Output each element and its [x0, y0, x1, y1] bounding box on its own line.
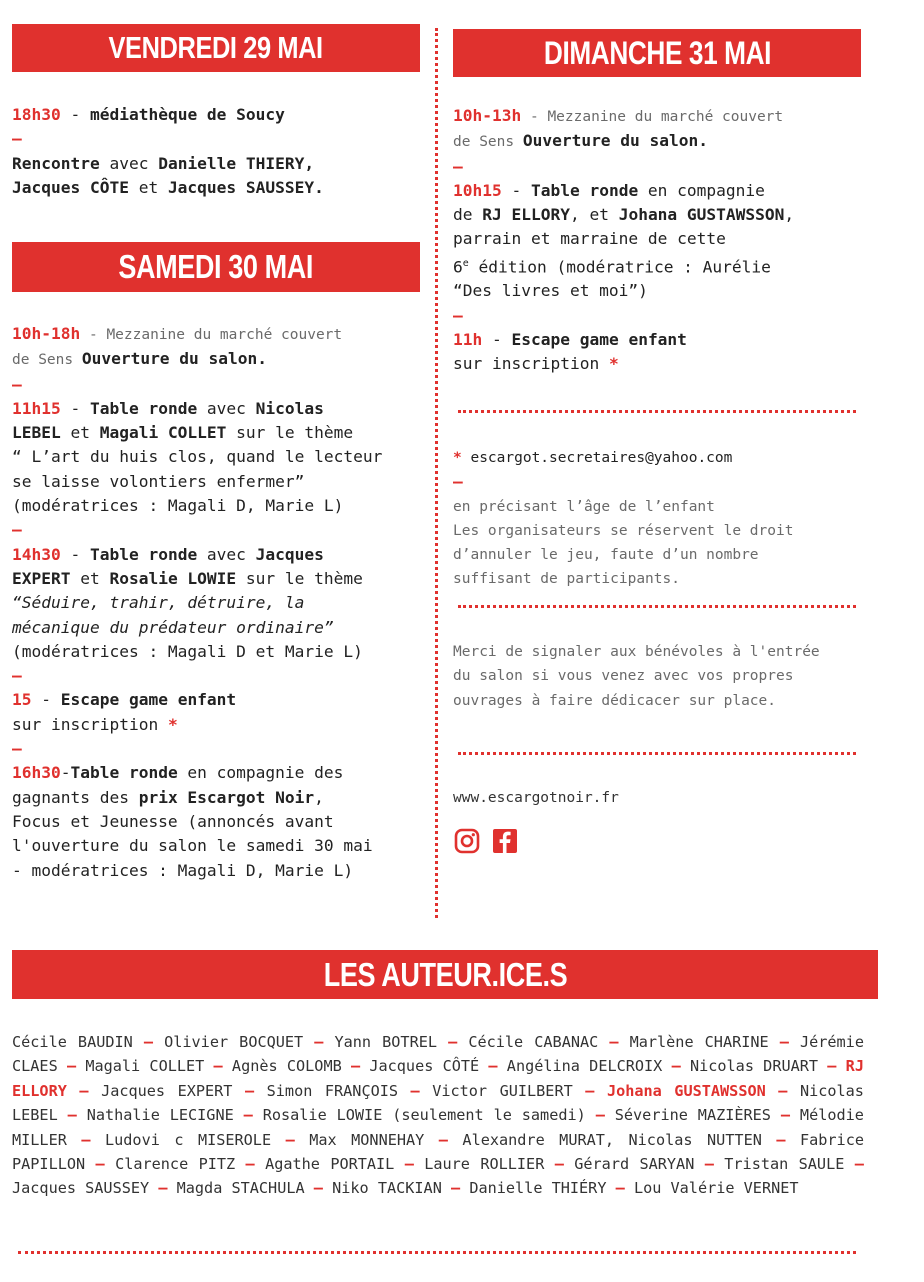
author-name: RJ ELLORY	[12, 1057, 864, 1100]
author-separator: –	[609, 1033, 619, 1051]
author-name: Séverine MAZIÈRES	[614, 1106, 771, 1125]
authors-banner	[12, 950, 878, 999]
author-name: Gérard SARYAN	[574, 1155, 695, 1174]
saturday-title: SAMEDI 30 MAI	[118, 248, 314, 285]
author-separator: –	[438, 1130, 448, 1149]
author-name: Marlène CHARINE	[629, 1033, 769, 1051]
website-link[interactable]: www.escargotnoir.fr	[453, 790, 619, 806]
dash-divider: –	[453, 156, 463, 176]
author-name: Jacques CÔTÉ	[369, 1057, 480, 1076]
author-name: Johana GUSTAWSSON	[606, 1081, 766, 1100]
author-name: Cécile BAUDIN	[12, 1033, 133, 1051]
author-separator: –	[143, 1033, 154, 1051]
saturday-event-1115: 11h15 - Table ronde avec Nicolas	[12, 398, 324, 418]
author-separator: –	[451, 1179, 461, 1198]
author-separator: –	[779, 1033, 789, 1051]
friday-line-2: Jacques CÔTE et Jacques SAUSSEY.	[12, 177, 324, 197]
author-separator: –	[245, 1155, 255, 1174]
author-separator: –	[780, 1106, 791, 1125]
saturday-event-1630: 16h30-Table ronde en compagnie des	[12, 763, 344, 783]
author-name: Clarence PITZ	[115, 1155, 236, 1174]
saturday-event-opening: 10h-18h - Mezzanine du marché couvert	[12, 324, 343, 343]
author-name: Nathalie LECIGNE	[86, 1106, 234, 1125]
dotted-separator	[458, 752, 856, 755]
facebook-icon[interactable]	[492, 828, 518, 854]
author-separator: –	[404, 1155, 414, 1174]
author-name: Victor GUILBERT	[432, 1081, 573, 1100]
author-separator: –	[448, 1033, 458, 1051]
sunday-section: 10h-13h - Mezzanine du marché couvert de Sens Ouverture du salon. – 10h15 - Table ronde en compagnie de RJ ELLORY, et Johana GUSTAWSSON, parrain et marraine de cette 6e édition (modératrice : Aurélie “Des livres et moi”) – 11h - Escape game enfant sur inscription *	[453, 104, 868, 377]
author-separator: –	[81, 1130, 91, 1149]
authors-list	[12, 1030, 864, 1201]
author-name: Jérémie CLAES	[12, 1033, 864, 1076]
dash-divider: –	[12, 520, 22, 540]
saturday-event-15: 15 - Escape game enfant	[12, 690, 237, 710]
author-separator: –	[488, 1057, 498, 1076]
dash-divider: –	[453, 305, 463, 325]
friday-sep: -	[70, 105, 81, 124]
friday-place: médiathèque de Soucy	[89, 105, 285, 124]
author-separator: –	[244, 1081, 255, 1100]
author-separator: –	[615, 1179, 625, 1198]
author-name: Agathe PORTAIL	[265, 1155, 395, 1174]
email-line: * escargot.secretaires@yahoo.com	[453, 450, 733, 466]
author-name: Magali COLLET	[85, 1057, 205, 1076]
author-name: Ludovi c MISEROLE	[105, 1130, 272, 1149]
dash-divider: –	[12, 666, 22, 686]
dotted-separator	[18, 1251, 856, 1254]
dash-divider: –	[12, 374, 22, 394]
author-separator: –	[95, 1155, 105, 1174]
author-name: Agnès COLOMB	[231, 1057, 342, 1076]
author-name: Niko TACKIAN	[332, 1179, 442, 1198]
author-name: Nicolas DRUART	[689, 1057, 819, 1076]
author-separator: –	[213, 1057, 223, 1076]
author-name: Yann BOTREL	[334, 1033, 438, 1051]
website-block	[453, 786, 868, 810]
sunday-event-1015: 10h15 - Table ronde en compagnie	[453, 180, 765, 200]
dotted-separator	[458, 605, 856, 608]
dash-divider: –	[12, 129, 22, 149]
friday-title: VENDREDI 29 MAI	[108, 30, 324, 65]
author-separator: –	[66, 1057, 77, 1076]
author-separator: –	[704, 1155, 714, 1174]
friday-event-line	[12, 103, 422, 127]
author-name: Fabrice PAPILLON	[12, 1130, 864, 1174]
author-separator: –	[313, 1179, 323, 1198]
author-name: Tristan SAULE	[724, 1155, 845, 1174]
author-name: Rosalie LOWIE (seulement le samedi)	[262, 1106, 586, 1125]
author-separator: –	[79, 1081, 89, 1100]
author-name: Olivier BOCQUET	[164, 1033, 304, 1051]
author-separator: –	[776, 1130, 786, 1149]
author-name: Nicolas LEBEL	[12, 1081, 864, 1125]
friday-line-1: Rencontre avec Danielle THIERY,	[12, 153, 315, 173]
author-separator: –	[778, 1081, 788, 1100]
author-separator: –	[285, 1130, 295, 1149]
author-separator: –	[554, 1155, 564, 1174]
sunday-banner	[453, 29, 861, 77]
instagram-icon[interactable]	[454, 828, 480, 854]
author-separator: –	[350, 1057, 361, 1076]
dash-divider: –	[453, 472, 463, 492]
author-name: Mélodie MILLER	[12, 1106, 864, 1149]
author-name: Jacques EXPERT	[101, 1081, 233, 1100]
dedication-note: Merci de signaler aux bénévoles à l'entrée du salon si vous venez avec vos propres ouvrages à faire dédicacer sur place.	[453, 644, 820, 709]
author-separator: –	[158, 1179, 168, 1198]
author-separator: –	[243, 1106, 253, 1125]
author-name: Angélina DELCROIX	[506, 1057, 663, 1076]
author-separator: –	[585, 1081, 595, 1100]
dotted-separator	[458, 410, 856, 413]
social-icons	[454, 828, 518, 854]
author-separator: –	[410, 1081, 420, 1100]
friday-time: 18h30	[12, 105, 61, 124]
dash-divider: –	[12, 739, 22, 759]
friday-section	[12, 103, 422, 200]
notes-section: * escargot.secretaires@yahoo.com – en précisant l’âge de l’enfant Les organisateurs se réservent le droit d’annuler le jeu, faute d’un nombre suffisant de participants.	[453, 446, 868, 592]
author-separator: –	[314, 1033, 324, 1051]
author-name: Jacques SAUSSEY	[12, 1179, 150, 1198]
author-separator: –	[67, 1106, 77, 1125]
sunday-event-opening: 10h-13h - Mezzanine du marché couvert	[453, 106, 784, 125]
author-separator: –	[671, 1057, 681, 1076]
author-name: Max MONNEHAY	[309, 1130, 425, 1149]
email-link[interactable]: escargot.secretaires@yahoo.com	[470, 450, 733, 466]
author-name: Danielle THIÉRY	[469, 1179, 607, 1198]
sunday-title: DIMANCHE 31 MAI	[543, 35, 771, 71]
author-name: Laure ROLLIER	[424, 1155, 545, 1174]
saturday-banner	[12, 242, 420, 292]
friday-banner	[12, 24, 420, 72]
author-separator: –	[854, 1155, 864, 1174]
author-name: Simon FRANÇOIS	[266, 1081, 399, 1100]
column-divider	[435, 28, 438, 918]
saturday-event-1430: 14h30 - Table ronde avec Jacques	[12, 544, 324, 564]
author-name: Magda STACHULA	[176, 1179, 305, 1198]
author-separator: –	[827, 1057, 837, 1076]
author-name: Lou Valérie VERNET	[633, 1179, 799, 1198]
author-name: Alexandre MURAT, Nicolas NUTTEN	[462, 1130, 762, 1149]
author-name: Cécile CABANAC	[468, 1033, 599, 1051]
saturday-section: 10h-18h - Mezzanine du marché couvert de Sens Ouverture du salon. – 11h15 - Table ronde avec Nicolas LEBEL et Magali COLLET sur le thème “ L’art du huis clos, quand le lecteur se laisse volontiers enfermer” (modératrices : Magali D, Marie L) – 14h30 - Table ronde avec Jacques EXPERT et Rosalie LOWIE sur le thème “Séduire, trahir, détruire, la mécanique du prédateur ordinaire” (modératrices : Magali D et Marie L) – 15 - Escape game enfant sur inscription * – 16h30-Table ronde en compagnie des gagnants des prix Escargot Noir, Focus et Jeunesse (annoncés avant l'ouverture du salon le samedi 30 mai - modératrices : Magali D, Marie L)	[12, 322, 427, 883]
authors-title: LES AUTEUR.ICE.S	[323, 956, 567, 993]
sunday-event-11h: 11h - Escape game enfant	[453, 330, 687, 350]
author-separator: –	[595, 1106, 605, 1125]
